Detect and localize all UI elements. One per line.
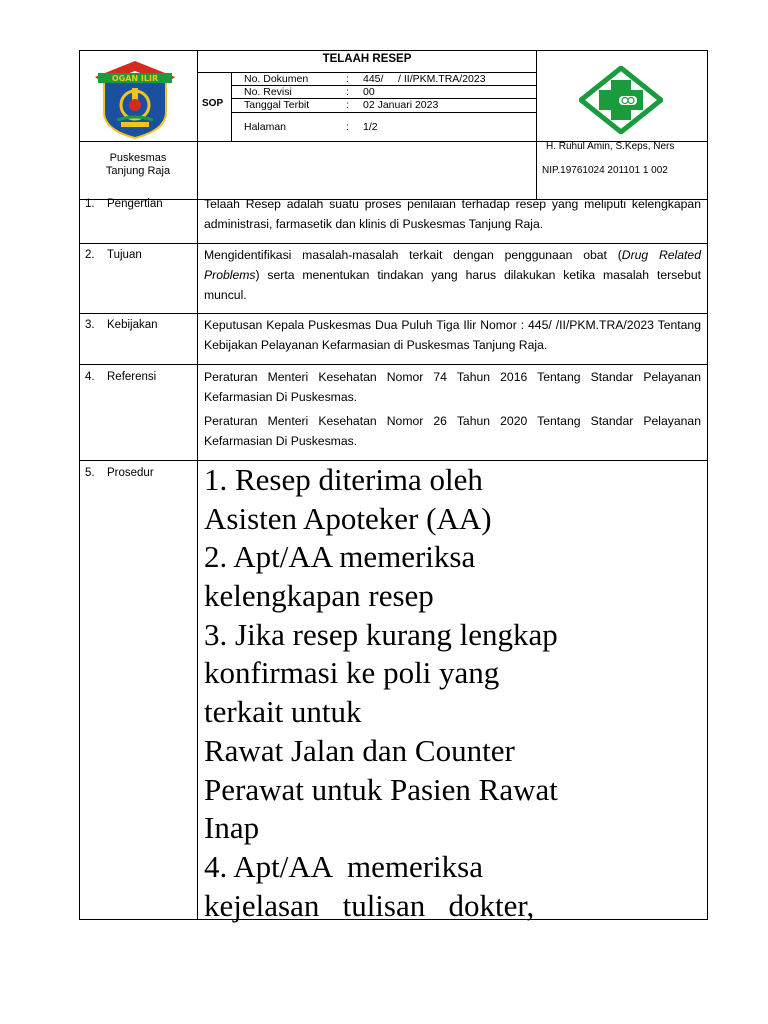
procedure-line: terkait untuk [204,694,362,730]
procedure-line: kejelasan tulisan dokter, [204,887,535,923]
field-label-halaman: Halaman [244,121,287,133]
section-number: 4. [85,371,95,383]
procedure-line: 1. Resep diterima oleh [204,462,483,497]
procedure-line: Inap [204,810,260,846]
procedure-line: 4. Apt/AA memeriksa [204,848,483,884]
procedure-steps [204,461,704,925]
puskesmas-logo [579,66,663,134]
section-text-tujuan [204,245,701,305]
tujuan-text-before: Mengidentifikasi masalah-masalah terkait dengan penggunaan obat ( [204,248,622,262]
procedure-line: Asisten Apoteker (AA) [204,500,492,536]
sop-label: SOP [202,98,224,109]
field-sep-no-revisi: : [346,86,349,98]
row-divider-1 [79,243,708,244]
row-divider-2 [79,313,708,314]
procedure-line: 2. Apt/AA memeriksa [204,539,476,575]
section-label-tujuan: Tujuan [107,249,142,261]
section-label-pengertian: Pengertian [107,198,163,210]
column-divider-main [197,50,198,920]
table-border-left [79,50,80,920]
field-label-no-revisi: No. Revisi [244,86,292,98]
section-text-kebijakan: Keputusan Kepala Puskesmas Dua Puluh Tiga Ilir Nomor : 445/ /II/PKM.TRA/2023 Tentang Kebijakan Pelayanan Kefarmasian di Puskesmas Tanjung Raja. [204,318,701,352]
section-text-referensi-2: Peraturan Menteri Kesehatan Nomor 26 Tahun 2020 Tentang Standar Pelayanan Kefarmasian Di Puskesmas. [204,414,701,448]
section-label-prosedur: Prosedur [107,467,154,479]
column-divider-sop [231,72,232,142]
field-label-no-dokumen: No. Dokumen [244,73,309,85]
sop-title: TELAAH RESEP [322,53,412,65]
section-number: 5. [85,467,95,479]
section-label-referensi: Referensi [107,371,157,383]
tujuan-text-after: ) serta menentukan tindakan yang harus dilakukan ketika masalah tersebut muncul. [204,268,701,302]
table-border-top [79,50,708,51]
field-value-no-dokumen: 445/ / II/PKM.TRA/2023 [363,73,486,85]
field-value-no-revisi: 00 [363,86,375,98]
section-number: 1. [85,198,95,210]
section-label-kebijakan: Kebijakan [107,319,158,331]
row-divider-3 [79,364,708,365]
section-number: 2. [85,249,95,261]
field-sep-halaman: : [346,121,349,133]
org-name: Puskesmas Tanjung Raja [105,152,171,177]
field-label-tanggal-terbit: Tanggal Terbit [244,99,310,111]
field-sep-tanggal-terbit: : [346,99,349,111]
table-border-right [707,50,708,920]
procedure-line: 3. Jika resep kurang lengkap [204,616,558,652]
section-text-referensi-1: Peraturan Menteri Kesehatan Nomor 74 Tahun 2016 Tentang Standar Pelayanan Kefarmasian Di Puskesmas. [204,370,701,404]
logo-lettering: OGAN ILIR [111,74,159,83]
field-value-halaman: 1/2 [363,121,378,133]
field-line-3 [231,112,537,113]
procedure-line: kelengkapan resep [204,578,434,614]
signer-nip: NIP.19761024 201101 1 002 [542,165,668,176]
section-text-pengertian: Telaah Resep adalah suatu proses penilaian terhadap resep yang meliputi kelengkapan administrasi, farmasetik dan klinis di Puskesmas Tanjung Raja. [204,197,701,231]
field-sep-no-dokumen: : [346,73,349,85]
signer-name: H. Ruhul Amin, S.Keps, Ners [546,141,675,152]
procedure-line: konfirmasi ke poli yang [204,655,500,691]
regency-logo [95,60,175,140]
section-number: 3. [85,319,95,331]
tujuan-text-italic: Drug Related Problems [204,248,701,282]
procedure-line: Perawat untuk Pasien Rawat [204,771,558,807]
field-value-tanggal-terbit: 02 Januari 2023 [363,99,439,111]
procedure-line: Rawat Jalan dan Counter [204,732,515,768]
